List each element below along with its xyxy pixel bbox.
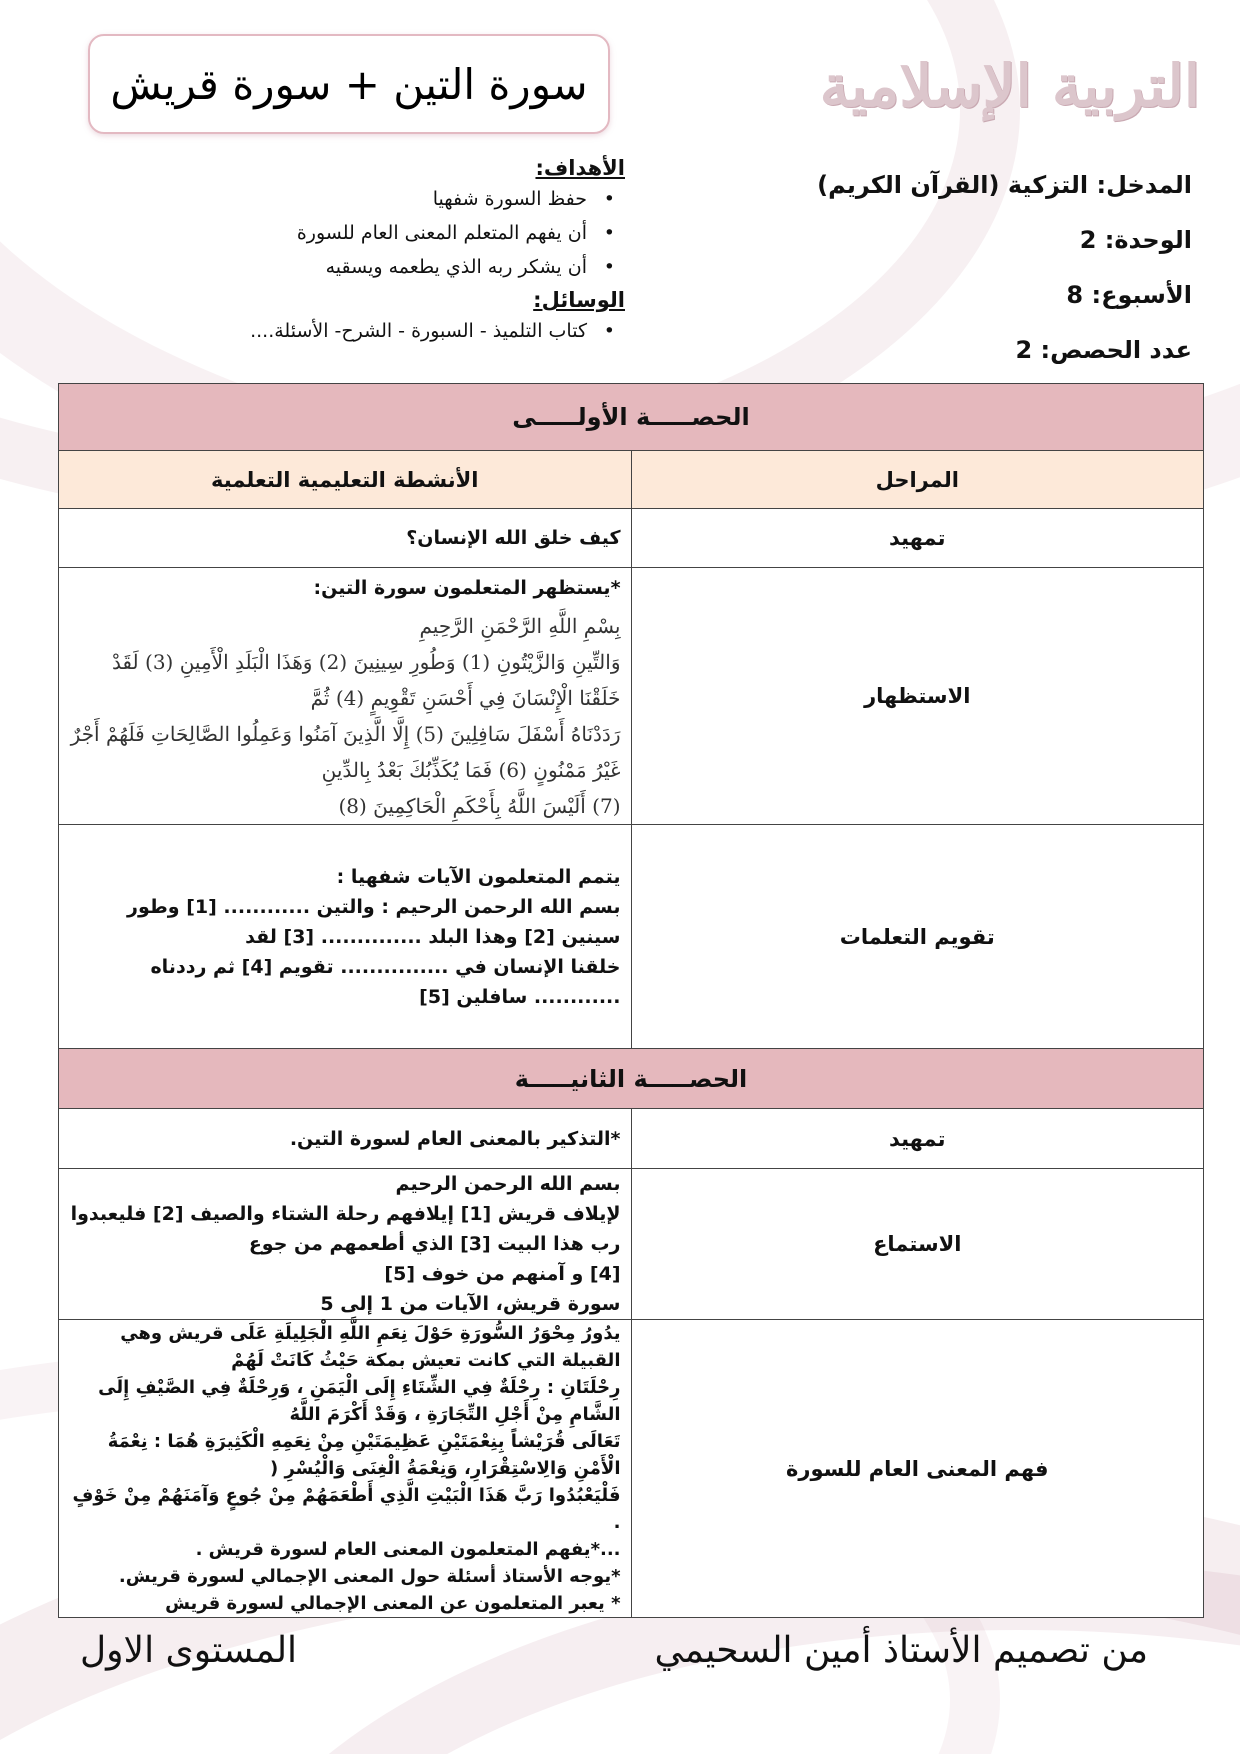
activity-cell: كيف خلق الله الإنسان؟ [59,509,632,568]
activity-line: خلقنا الإنسان في ............... تقويم [4] ثم رددناه ............ سافلين [5] [150,955,621,1008]
activity-cell [59,825,632,1049]
stage-cell: فهم المعنى العام للسورة [631,1320,1204,1618]
activity-line: فَلْيَعْبُدُوا رَبَّ هَذَا الْبَيْتِ الَّذِي أَطْعَمَهُمْ مِنْ جُوعٍ وَآمَنَهُمْ مِنْ خَوْفٍ . [72,1485,621,1533]
goal-item: • أن يشكر ربه الذي يطعمه ويسقيه [130,250,587,284]
goals-section [130,156,625,352]
info-week: الأسبوع: 8 [1066,281,1192,309]
goals-heading: الأهداف: [535,156,625,180]
table-row [59,1109,1204,1169]
verse-line: رَدَدْنَاهُ أَسْفَلَ سَافِلِينَ (5) إِلَّا الَّذِينَ آمَنُوا وَعَمِلُوا الصَّالِحَاتِ فَلَهُمْ أَجْرٌ غَيْرُ مَمْنُونٍ (6) فَمَا يُكَذِّبُكَ بَعْدُ بِالدِّينِ [70,722,621,782]
activity-line: بسم الله الرحمن الرحيم [395,1173,621,1195]
tools-heading: الوسائل: [533,288,625,312]
subject-title: التربية الإسلامية [819,52,1200,120]
activity-line: ...*يفهم المتعلمون المعنى العام لسورة قريش . [195,1539,621,1560]
col-activities-header: الأنشطة التعليمية التعلمية [59,451,632,509]
basmala: بِسْمِ اللَّهِ الرَّحْمَنِ الرَّحِيمِ [419,614,621,638]
activity-cell [59,1169,632,1320]
stage-cell: تمهيد [631,509,1204,568]
info-unit: الوحدة: 2 [1079,226,1192,254]
table-row [59,1169,1204,1320]
lesson-plan-table [58,383,1204,1618]
goals-list [130,182,625,284]
stage-cell: الاستماع [631,1169,1204,1320]
activity-line: [4] و آمنهم من خوف [5] [384,1263,621,1285]
activity-line: سورة قريش، الآيات من 1 إلى 5 [320,1293,621,1315]
activity-line: بسم الله الرحمن الرحيم : والتين ............ [1] وطور سينين [2] وهذا البلد .............. [3] لقد [127,895,621,948]
activity-cell [59,1320,632,1618]
footer-level: المستوى الاول [80,1630,298,1671]
activity-line: لإيلاف قريش [1] إيلافهم رحلة الشتاء والصيف [2] فليعبدوا رب هذا البيت [3] الذي أطعمهم من جوع [70,1203,621,1255]
session1-title: الحصـــــة الأولـــــى [59,384,1204,451]
session1-header-row [59,384,1204,451]
table-row [59,568,1204,825]
columns-header-row [59,451,1204,509]
verse-line: وَالتِّينِ وَالزَّيْتُونِ (1) وَطُورِ سِينِينَ (2) وَهَذَا الْبَلَدِ الْأَمِينِ (3) لَقَدْ خَلَقْنَا الْإِنْسَانَ فِي أَحْسَنِ تَقْوِيمٍ (4) ثُمَّ [111,650,621,710]
session2-header-row [59,1049,1204,1109]
info-sessions: عدد الحصص: 2 [1015,336,1192,364]
footer-author: من تصميم الأستاذ أمين السحيمي [654,1630,1148,1671]
activity-line: رِحْلَتَانِ : رِحْلَةٌ فِي الشِّتَاءِ إِلَى الْيَمَنِ ، وَرِحْلَةٌ فِي الصَّيْفِ إِلَى الشَّامِ مِنْ أَجْلِ التِّجَارَةِ ، وَقَدْ أَكْرَمَ اللَّهُ [98,1377,621,1425]
table-row [59,1320,1204,1618]
col-stages-header: المراحل [631,451,1204,509]
activity-line: *يوجه الأستاذ أسئلة حول المعنى الإجمالي لسورة قريش. [118,1566,621,1587]
activity-line: تَعَالَى قُرَيْشاً بِنِعْمَتَيْنِ عَظِيمَتَيْنِ مِنْ نِعَمِهِ الْكَثِيرَةِ هُمَا : نِعْمَةُ الْأَمْنِ وَالِاسْتِقْرَارِ، وَنِعْمَةُ الْغِنَى وَالْيُسْرِ ( [107,1431,621,1479]
stage-cell: الاستظهار [631,568,1204,825]
table-row [59,825,1204,1049]
activity-line: * يعبر المتعلمون عن المعنى الإجمالي لسورة قريش [165,1593,621,1614]
info-field: المدخل: التزكية (القرآن الكريم) [817,171,1192,199]
verse-line: (7) أَلَيْسَ اللَّهُ بِأَحْكَمِ الْحَاكِمِينَ (8) [338,794,621,818]
goal-item: • حفظ السورة شفهيا [130,182,587,216]
tool-item: • كتاب التلميذ - السبورة - الشرح- الأسئلة.... [130,314,587,348]
goal-item: • أن يفهم المتعلم المعنى العام للسورة [130,216,587,250]
table-row [59,509,1204,568]
lesson-info [772,165,1192,385]
session2-title: الحصـــــة الثانيـــــة [59,1049,1204,1109]
activity-line: يدُورُ مِحْوَرُ السُّورَةِ حَوْلَ نِعَمِ اللَّهِ الْجَلِيلَةِ عَلَى قريش وهي القبيلة التي كانت تعيش بمكة حَيْثُ كَانَتْ لَهُمْ [120,1323,621,1371]
stage-cell: تمهيد [631,1109,1204,1169]
activity-intro: *يستظهر المتعلمون سورة التين: [313,577,621,599]
activity-line: يتمم المتعلمون الآيات شفهيا : [336,865,621,888]
activity-cell: *التذكير بالمعنى العام لسورة التين. [59,1109,632,1169]
activity-cell [59,568,632,825]
stage-cell: تقويم التعلمات [631,825,1204,1049]
tools-list [130,314,625,348]
lesson-title: سورة التين + سورة قريش [110,59,588,109]
lesson-title-box [88,34,610,134]
